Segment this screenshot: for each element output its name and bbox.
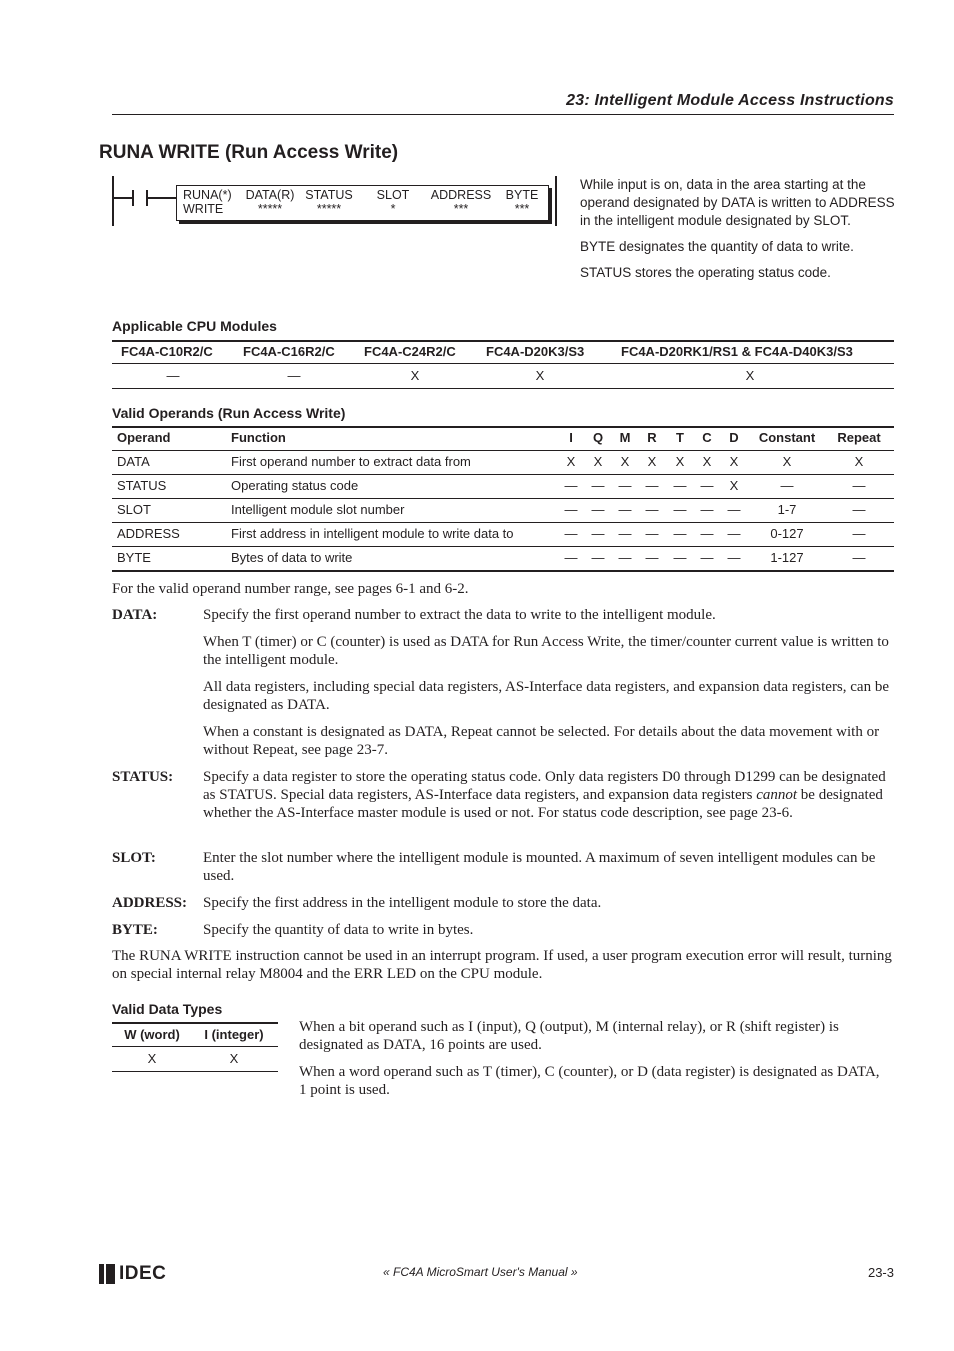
address-definition: Specify the first address in the intelligent module to store the data. — [203, 895, 602, 911]
idec-logo — [99, 1263, 171, 1285]
operand-table-title: Valid Operands (Run Access Write) — [112, 405, 346, 421]
term-slot: SLOT: — [112, 850, 156, 866]
operand-table-header: Q — [592, 430, 604, 445]
operand-name: SLOT — [117, 502, 151, 517]
operand-cell: — — [700, 478, 714, 493]
data-definition: Specify the first operand number to extract the data to write to the intelligent module. — [203, 607, 716, 623]
operand-cell: — — [852, 502, 866, 517]
operand-cell: X — [854, 454, 864, 469]
operand-table-header: C — [702, 430, 712, 445]
table-rule — [112, 1046, 278, 1047]
operand-table-header: Function — [231, 430, 286, 445]
table-rule — [112, 363, 894, 364]
operand-cell: — — [591, 550, 605, 565]
data-type-value: X — [147, 1051, 157, 1066]
table-rule — [112, 426, 894, 428]
cpu-value: — — [166, 368, 180, 383]
interrupt-note: The RUNA WRITE instruction cannot be used in an interrupt program. If used, a user program execution error will result, turning on special internal relay M8004 and the ERR LED on the CPU module. — [112, 948, 892, 982]
table-rule — [112, 388, 894, 389]
data-definition: When T (timer) or C (counter) is used as DATA for Run Access Write, the timer/counter current value is written to the intelligent module. — [203, 634, 889, 668]
operand-cell: — — [727, 526, 741, 541]
description-paragraph: BYTE designates the quantity of data to write. — [580, 239, 854, 254]
operand-cell: — — [852, 478, 866, 493]
operand-cell: — — [673, 550, 687, 565]
cpu-value: X — [535, 368, 545, 383]
operand-cell: — — [645, 526, 659, 541]
operand-cell: X — [675, 454, 685, 469]
operand-table-header: Repeat — [837, 430, 881, 445]
cpu-header: FC4A-C16R2/C — [243, 344, 335, 359]
operand-cell: — — [564, 502, 578, 517]
section-title: RUNA WRITE (Run Access Write) — [99, 142, 399, 163]
operand-cell: — — [591, 526, 605, 541]
operand-cell: — — [591, 478, 605, 493]
instruction-description — [580, 176, 898, 290]
opcode-line2: WRITE — [183, 202, 224, 216]
operand-cell: — — [673, 478, 687, 493]
range-note: For the valid operand number range, see pages 6-1 and 6-2. — [112, 581, 469, 597]
data-type-header: W (word) — [124, 1027, 180, 1042]
table-rule — [112, 498, 894, 499]
operand-table-header: I — [569, 430, 573, 445]
operand-cell: X — [566, 454, 576, 469]
page-number: 23-3 — [867, 1265, 894, 1280]
cpu-header: FC4A-C10R2/C — [121, 344, 213, 359]
opcode-line1: RUNA(*) — [183, 188, 232, 202]
operand-cell: — — [673, 526, 687, 541]
operand-cell: — — [564, 526, 578, 541]
logo-mark-icon — [99, 1264, 115, 1284]
cpu-value: — — [287, 368, 301, 383]
ladder-diagram — [110, 176, 562, 228]
byte-definition: Specify the quantity of data to write in bytes. — [203, 922, 474, 938]
operand-cell: 1-7 — [777, 502, 797, 517]
operand-table-header: Operand — [117, 430, 171, 445]
field-value: *** — [514, 202, 530, 216]
contact-bar-left — [132, 190, 134, 206]
operand-cell: — — [618, 526, 632, 541]
operand-table-header: M — [619, 430, 631, 445]
operand-cell: X — [593, 454, 603, 469]
field-label: STATUS — [305, 188, 353, 202]
chapter-title: 23: Intelligent Module Access Instructions — [566, 92, 894, 109]
operand-name: DATA — [117, 454, 150, 469]
data-types-note: When a word operand such as T (timer), C (counter), or D (data register) is designated as DATA, 1 point is used. — [299, 1064, 880, 1098]
manual-title: « FC4A MicroSmart User's Manual » — [383, 1265, 578, 1279]
term-status: STATUS: — [112, 769, 174, 785]
term-address: ADDRESS: — [112, 895, 188, 911]
table-rule — [112, 522, 894, 523]
operand-name: STATUS — [117, 478, 167, 493]
operand-cell: — — [700, 526, 714, 541]
table-rule — [112, 546, 894, 547]
operand-cell: X — [729, 478, 739, 493]
operand-cell: — — [673, 502, 687, 517]
table-rule — [112, 1022, 278, 1024]
operand-function: First address in intelligent module to write data to — [231, 526, 514, 541]
table-rule — [112, 450, 894, 451]
field-value: * — [390, 202, 396, 216]
table-rule — [112, 1071, 278, 1072]
term-byte: BYTE: — [112, 922, 158, 938]
operand-cell: — — [700, 502, 714, 517]
operand-cell: — — [645, 478, 659, 493]
operand-name: ADDRESS — [117, 526, 180, 541]
operand-cell: — — [780, 478, 794, 493]
operand-cell: 1-127 — [770, 550, 804, 565]
operand-function: Bytes of data to write — [231, 550, 353, 565]
cpu-value: X — [745, 368, 755, 383]
cpu-value: X — [410, 368, 420, 383]
field-label: DATA(R) — [245, 188, 295, 202]
field-value: ***** — [316, 202, 342, 216]
logo-text: IDEC — [119, 1263, 167, 1284]
operand-cell: — — [645, 550, 659, 565]
data-definition: All data registers, including special data registers, AS-Interface data registers, and expansion data registers, can be designated as DATA. — [203, 679, 889, 713]
cpu-header: FC4A-C24R2/C — [364, 344, 456, 359]
operand-table-header: D — [729, 430, 739, 445]
operand-cell: — — [564, 550, 578, 565]
operand-name: BYTE — [117, 550, 151, 565]
operand-cell: — — [727, 550, 741, 565]
operand-cell: X — [620, 454, 630, 469]
table-rule — [112, 340, 894, 342]
field-value: ***** — [257, 202, 283, 216]
operand-function: Intelligent module slot number — [231, 502, 405, 517]
operand-cell: X — [729, 454, 739, 469]
operand-table-header: R — [647, 430, 657, 445]
operand-cell: — — [852, 550, 866, 565]
operand-function: Operating status code — [231, 478, 359, 493]
data-types-note: When a bit operand such as I (input), Q (output), M (internal relay), or R (shift register) is designated as DATA, 16 points are used. — [299, 1019, 839, 1053]
operand-cell: X — [647, 454, 657, 469]
left-power-rail — [112, 176, 114, 226]
operand-cell: — — [618, 550, 632, 565]
operand-cell: X — [702, 454, 712, 469]
status-definition — [203, 768, 895, 822]
operand-table-header: T — [676, 430, 684, 445]
cpu-header: FC4A-D20K3/S3 — [486, 344, 585, 359]
right-power-rail — [555, 176, 557, 226]
description-paragraph: STATUS stores the operating status code. — [580, 265, 831, 280]
cpu-header: FC4A-D20RK1/RS1 & FC4A-D40K3/S3 — [621, 344, 853, 359]
cpu-table-title: Applicable CPU Modules — [112, 318, 277, 334]
operand-cell: — — [564, 478, 578, 493]
data-type-header: I (integer) — [204, 1027, 264, 1042]
description-paragraph: While input is on, data in the area starting at the operand designated by DATA is written to ADDRESS in the intelligent module designated by SLOT. — [580, 177, 895, 228]
field-label: BYTE — [505, 188, 539, 202]
operand-cell: — — [591, 502, 605, 517]
operand-cell: — — [727, 502, 741, 517]
table-rule — [112, 474, 894, 475]
term-data: DATA: — [112, 607, 158, 623]
data-type-value: X — [229, 1051, 239, 1066]
operand-cell: 0-127 — [770, 526, 804, 541]
rung-line — [148, 197, 176, 199]
operand-cell: — — [618, 478, 632, 493]
status-text: be designated whether the AS-Interface master module is used or not. For status code description, see page 23-6. — [203, 787, 883, 821]
operand-table-header: Constant — [758, 430, 816, 445]
header-rule — [112, 114, 894, 115]
data-definition: When a constant is designated as DATA, Repeat cannot be selected. For details about the data movement with or without Repeat, see page 23-7. — [203, 724, 880, 758]
operand-cell: — — [645, 502, 659, 517]
operand-function: First operand number to extract data from — [231, 454, 471, 469]
instruction-box — [176, 185, 549, 221]
field-label: ADDRESS — [430, 188, 492, 202]
rung-line — [114, 197, 132, 199]
operand-cell: — — [852, 526, 866, 541]
operand-cell: — — [618, 502, 632, 517]
operand-cell: — — [700, 550, 714, 565]
operand-cell: X — [782, 454, 792, 469]
field-label: SLOT — [376, 188, 410, 202]
data-types-title: Valid Data Types — [112, 1001, 223, 1017]
slot-definition: Enter the slot number where the intelligent module is mounted. A maximum of seven intelligent modules can be used. — [203, 850, 876, 884]
status-emphasis: cannot — [756, 787, 798, 803]
status-text: Specify a data register to store the operating status code. Only data registers D0 through D1299 can be designated as STATUS. Special data registers, AS-Interface data registers, and expansion data registers — [203, 769, 886, 803]
field-value: *** — [453, 202, 469, 216]
table-rule — [112, 570, 894, 572]
